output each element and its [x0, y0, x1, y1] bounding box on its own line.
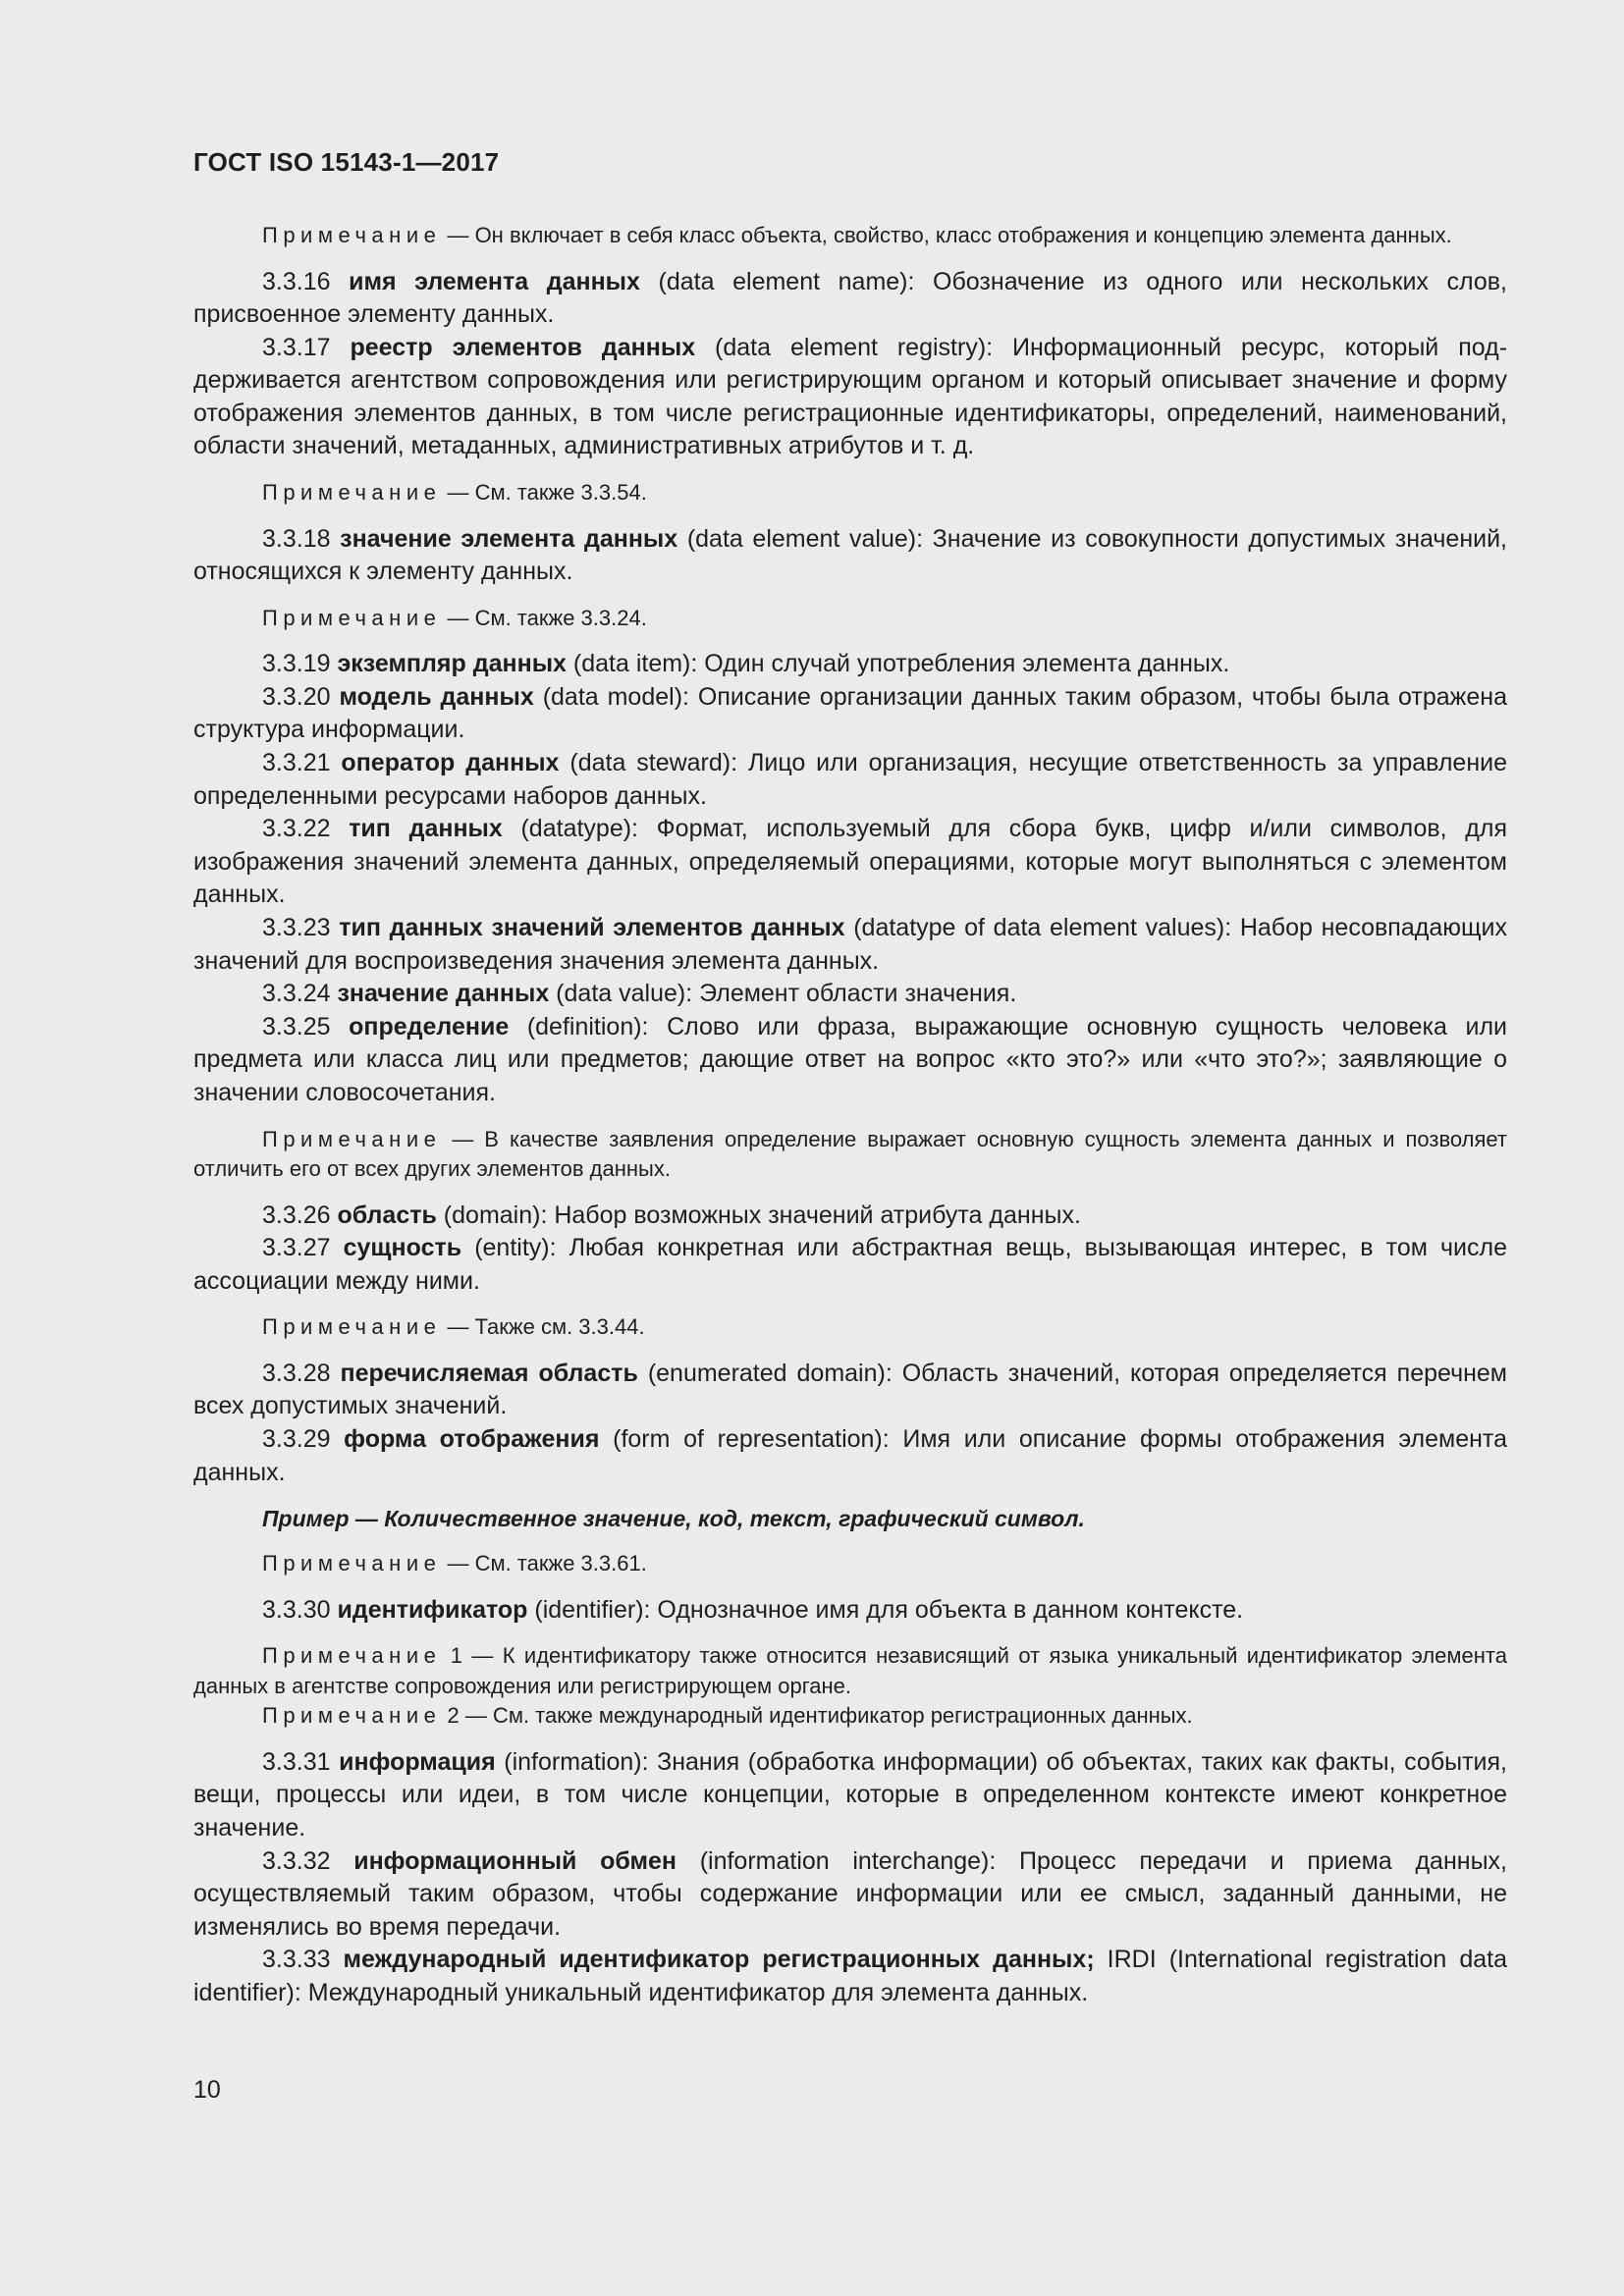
term-definition: (data element registry): Информационный ресурс, который поддерживается агентством сопровождения или регистрирующим органом и который описывает значение и форму отображения элементов данных, в том числе регистрационные идентификаторы, определений, наименований, области значений, метаданных, административных атрибутов и т. д. [193, 333, 1508, 460]
term-number: 3.3.24 [262, 980, 338, 1008]
term-name: идентификатор [337, 1595, 528, 1624]
note [193, 1641, 1507, 1701]
example: Пример — Количественное значение, код, текст, графический символ. [262, 1506, 1085, 1532]
note-text: — См. также 3.3.54. [441, 480, 647, 506]
term-entry [193, 1200, 1507, 1233]
page-number: 10 [193, 2076, 221, 2104]
term-number: 3.3.22 [262, 815, 350, 843]
note-text: — См. также 3.3.24. [441, 605, 647, 630]
term-definition: (datatype): Формат, используемый для сбора букв, цифр и/или символов, для изображения значений элемента данных, определяемый операциями, которые могут выполняться с элементом данных. [193, 815, 1508, 909]
note-number: 1 [441, 1643, 462, 1669]
term-name: оператор данных [341, 749, 560, 777]
term-definition: (data model): Описание организации данных таким образом, чтобы была отражена структура информации. [193, 682, 1507, 744]
term-entry [193, 681, 1507, 747]
document-page [193, 145, 1507, 2010]
term-definition: (definition): Слово или фраза, выражающие основную сущность человека или предмета или класса лиц или предметов; дающие ответ на вопрос «кто это?» или «что это?»; заявляющие о значении словосочетания. [193, 1012, 1508, 1106]
term-entry [193, 332, 1507, 463]
term-number: 3.3.16 [262, 267, 350, 295]
document-header: ГОСТ ISO 15143-1—2017 [193, 147, 500, 177]
term-definition: (data value): Элемент области значения. [549, 980, 1017, 1008]
term-entry [193, 1746, 1507, 1845]
note-label: Примечание [262, 480, 442, 506]
term-number: 3.3.18 [262, 524, 341, 553]
term-name: международный идентификатор регистрационных данных; [343, 1946, 1095, 1974]
term-entry [193, 266, 1507, 332]
term-definition: (data steward): Лицо или организация, несущие ответственность за управление определенными ресурсами наборов данных. [193, 749, 1508, 810]
term-definition: (form of representation): Имя или описание формы отображения элемента данных. [193, 1425, 1508, 1486]
term-entry [193, 1423, 1507, 1489]
term-name: тип данных значений элементов данных [339, 914, 845, 941]
term-number: 3.3.26 [262, 1201, 338, 1229]
term-entry [193, 1594, 1507, 1628]
term-number: 3.3.25 [262, 1012, 350, 1041]
term-name: определение [349, 1012, 510, 1041]
note-label: Примечание [262, 1703, 442, 1729]
term-number: 3.3.30 [262, 1595, 338, 1624]
note-text: — К идентификатору также относится независящий от языка уникальный идентификатор элемента данных в агентстве сопровождения или регистрирующем органе. [193, 1643, 1507, 1698]
term-number: 3.3.17 [262, 333, 351, 361]
term-name: значение данных [337, 980, 550, 1008]
term-name: тип данных [349, 815, 503, 843]
term-definition: (data item): Один случай употребления элемента данных. [566, 650, 1230, 678]
note-text: — Также см. 3.3.44. [441, 1314, 645, 1340]
term-entry [193, 747, 1507, 813]
term-entry [193, 648, 1507, 681]
term-entry [193, 1845, 1507, 1945]
term-name: имя элемента данных [349, 267, 640, 295]
note-label: Примечание [262, 1314, 442, 1340]
note-label: Примечание [262, 1551, 442, 1576]
term-entry [193, 912, 1507, 978]
term-number: 3.3.23 [262, 914, 340, 941]
term-number: 3.3.20 [262, 682, 340, 711]
note-text: — В качестве заявления определение выражает основную сущность элемента данных и позволяет отличить его от всех других элементов данных. [193, 1126, 1507, 1182]
term-definition: (domain): Набор возможных значений атрибута данных. [436, 1201, 1081, 1229]
term-name: информационный обмен [353, 1846, 677, 1875]
note-label: Примечание [262, 1643, 442, 1669]
term-number: 3.3.19 [262, 650, 338, 678]
term-entry [193, 978, 1507, 1011]
note [193, 221, 1507, 251]
term-name: модель данных [339, 682, 534, 711]
term-entry [193, 523, 1507, 589]
term-definition: (identifier): Однозначное имя для объекта в данном контексте. [527, 1595, 1244, 1624]
term-entry [193, 1232, 1507, 1298]
term-entry [193, 813, 1507, 912]
term-name: экземпляр данных [337, 650, 567, 678]
note-label: Примечание [262, 605, 442, 630]
term-definition: (information interchange): Процесс передачи и приема данных, осуществляемый таким образом, чтобы содержание информации или ее смысл, заданный данными, не изменялись во время передачи. [193, 1846, 1507, 1941]
note [193, 478, 1507, 508]
note [193, 1125, 1507, 1185]
term-number: 3.3.29 [262, 1425, 345, 1454]
note-number: 2 [441, 1703, 460, 1729]
term-definition: (entity): Любая конкретная или абстрактная вещь, вызывающая интерес, в том числе ассоциации между ними. [193, 1234, 1508, 1295]
term-definition: (information): Знания (обработка информации) об объектах, таких как факты, события, вещи, процессы или идеи, в том числе концепции, которые в определенном контексте имеют конкретное значение. [193, 1747, 1508, 1842]
note-text: — Он включает в себя класс объекта, свойство, класс отображения и концепцию элемента данных. [441, 223, 1452, 247]
term-entry [193, 1011, 1507, 1110]
term-definition: (datatype of data element values): Набор несовпадающих значений для воспроизведения значения элемента данных. [193, 914, 1508, 975]
note [193, 604, 1507, 634]
note-text: — См. также международный идентификатор регистрационных данных. [459, 1703, 1193, 1729]
term-entry [193, 1944, 1507, 2009]
term-number: 3.3.33 [262, 1946, 344, 1974]
term-name: сущность [343, 1234, 462, 1262]
term-definition: (data element value): Значение из совокупности допустимых значений, относящихся к элементу данных. [193, 524, 1508, 586]
term-definition: (data element name): Обозначение из одного или нескольких слов, присвоенное элементу данных. [193, 267, 1507, 329]
note-label: Примечание [262, 1126, 442, 1151]
term-number: 3.3.21 [262, 749, 342, 777]
term-name: реестр элементов данных [350, 333, 696, 361]
term-number: 3.3.27 [262, 1234, 344, 1262]
document-body [193, 221, 1507, 2010]
term-definition: IRDI (International registration data identifier): Международный уникальный идентификатор для элемента данных. [193, 1946, 1507, 2006]
note-label: Примечание [262, 223, 442, 247]
note [193, 1312, 1507, 1343]
term-name: область [337, 1201, 437, 1229]
term-name: форма отображения [344, 1425, 600, 1454]
term-number: 3.3.31 [262, 1747, 340, 1776]
term-name: информация [339, 1747, 496, 1776]
term-name: перечисляемая область [340, 1359, 638, 1387]
note [193, 1701, 1507, 1732]
note-text: — См. также 3.3.61. [441, 1551, 647, 1576]
note [193, 1549, 1507, 1579]
term-number: 3.3.28 [262, 1359, 341, 1387]
term-number: 3.3.32 [262, 1846, 354, 1875]
term-entry [193, 1358, 1507, 1423]
term-definition: (enumerated domain): Область значений, которая определяется перечнем всех допустимых значений. [193, 1359, 1507, 1420]
term-name: значение элемента данных [340, 524, 678, 553]
